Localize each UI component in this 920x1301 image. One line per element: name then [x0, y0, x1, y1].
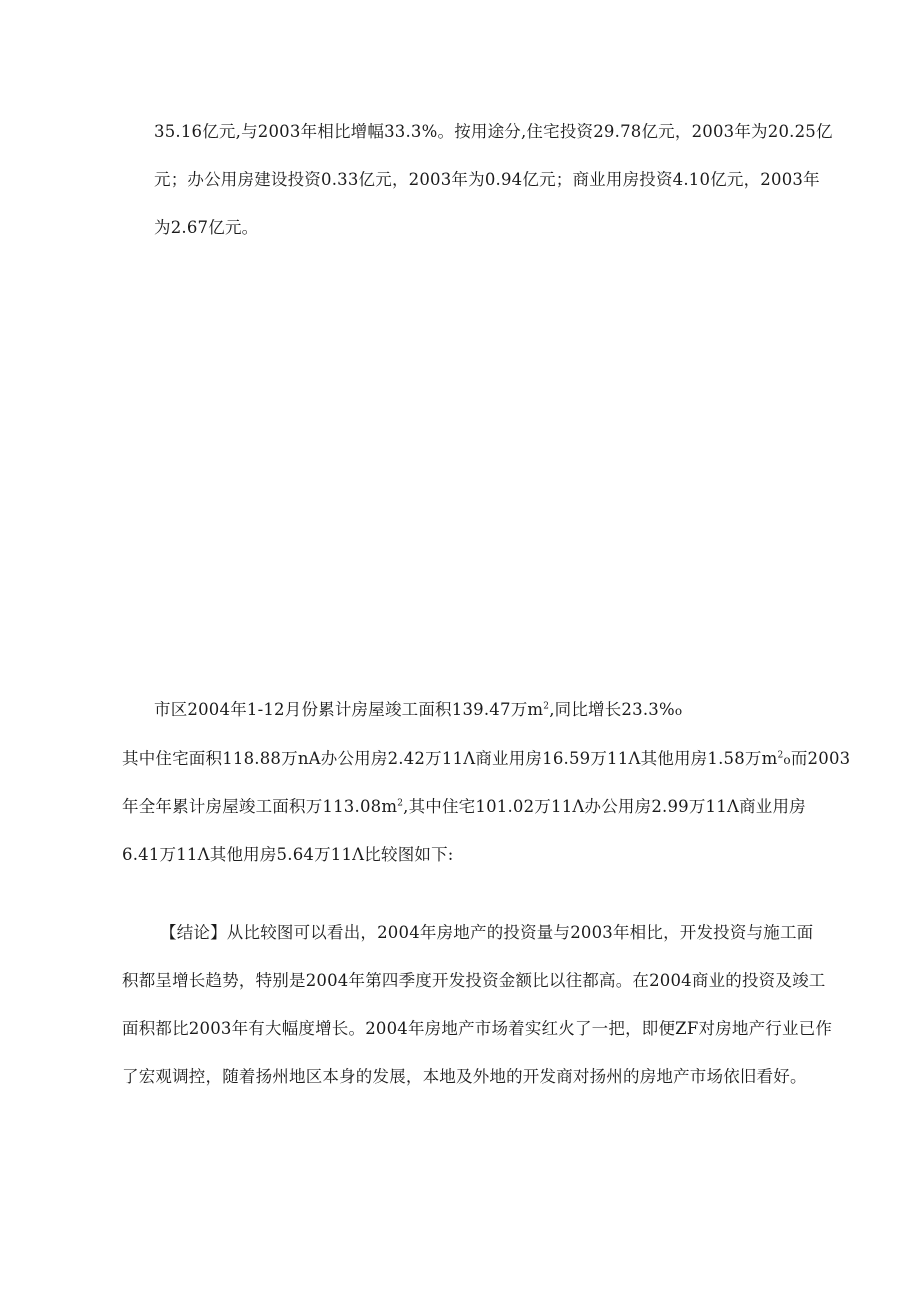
completion-line-3: [122, 795, 806, 819]
completion-line-2-sup: 2: [777, 750, 784, 761]
completion-line-1: [154, 698, 682, 723]
completion-line-2-text-b: 而2003: [790, 749, 851, 768]
completion-line-2-end: o: [783, 753, 791, 767]
completion-line-1-text-a: 市区2004年1-12月份累计房屋竣工面积139.47万m: [154, 700, 544, 719]
conclusion-line-4: 了宏观调控，随着扬州地区本身的发展，本地及外地的开发商对扬州的房地产市场依旧看好。: [122, 1067, 807, 1086]
conclusion-line-2: 积都呈增长趋势，特别是2004年第四季度开发投资金额比以往都高。在2004商业的投资及竣工: [122, 971, 826, 990]
completion-line-3-sup: 2: [397, 798, 404, 809]
investment-line-1: 35.16亿元,与2003年相比增幅33.3%。按用途分,住宅投资29.78亿元，2003年为20.25亿: [154, 122, 833, 141]
completion-line-1-end: o: [674, 704, 683, 718]
completion-line-1-sup: 2: [543, 701, 550, 712]
conclusion-line-1: 【结论】从比较图可以看出，2004年房地产的投资量与2003年相比，开发投资与施工面: [160, 923, 814, 942]
completion-line-4: 6.41万11Λ其他用房5.64万11Λ比较图如下:: [122, 845, 454, 864]
conclusion-line-3: 面积都比2003年有大幅度增长。2004年房地产市场着实红火了一把，即便ZF对房地产行业已作: [122, 1019, 833, 1038]
completion-line-1-text-b: ,同比增长23.3%: [549, 700, 675, 719]
completion-line-3-text-a: 年全年累计房屋竣工面积万113.08m: [122, 797, 398, 816]
completion-line-3-text-b: ,其中住宅101.02万11Λ办公用房2.99万11Λ商业用房: [403, 797, 806, 816]
completion-line-2: [122, 747, 850, 772]
completion-line-2-text-a: 其中住宅面积118.88万nA办公用房2.42万11Λ商业用房16.59万11Λ其他用房1.58万m: [122, 749, 778, 768]
investment-line-3: 为2.67亿元。: [154, 218, 259, 237]
investment-line-2: 元；办公用房建设投资0.33亿元，2003年为0.94亿元；商业用房投资4.10亿元，2003年: [154, 170, 820, 189]
